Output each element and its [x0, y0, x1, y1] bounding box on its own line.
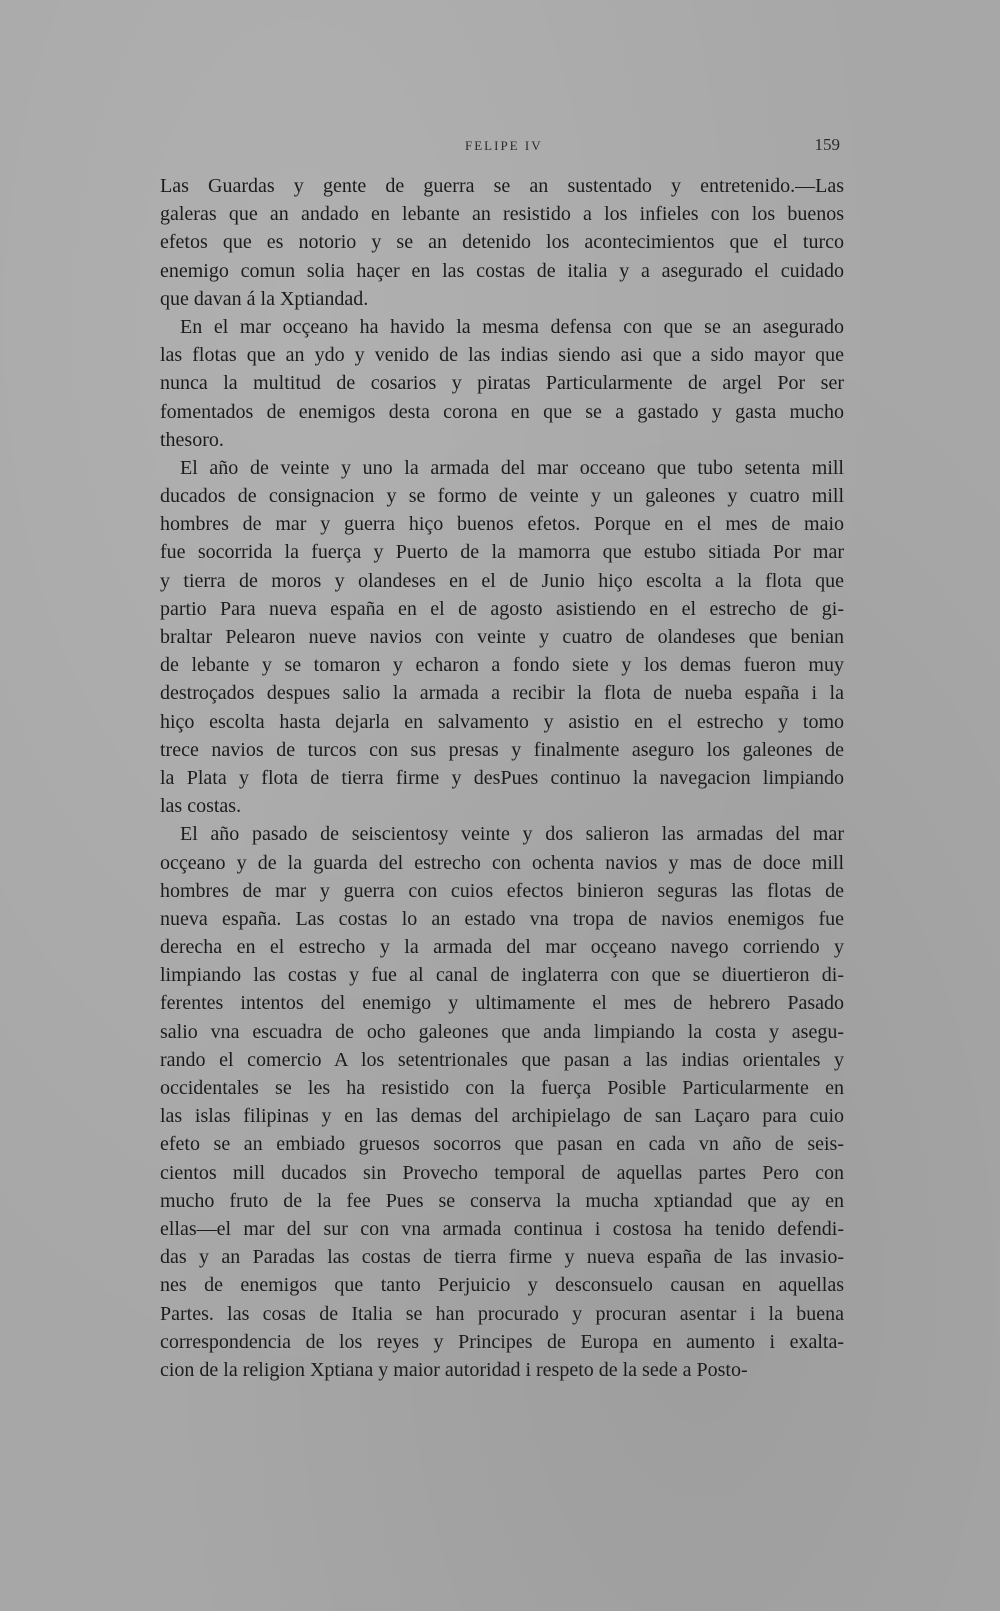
text-line: mucho fruto de la fee Pues se conserva la mucha xptiandad que ay en [160, 1189, 844, 1212]
text-line: El año pasado de seiscientosy veinte y dos salieron las armadas del mar [180, 823, 844, 846]
text-line: hombres de mar y guerra con cuios efectos binieron seguras las flotas de [160, 879, 844, 902]
text-line: las costas. [160, 795, 242, 818]
text-line: efeto se an embiado gruesos socorros que pasan en cada vn año de seis- [160, 1133, 844, 1156]
text-line: fue socorrida la fuerça y Puerto de la mamorra que estubo sitiada Por mar [160, 541, 844, 564]
text-line: las islas filipinas y en las demas del archipielago de san Laçaro para cuio [160, 1105, 844, 1128]
text-line: ellas—el mar del sur con vna armada continua i costosa ha tenido defendi- [160, 1217, 844, 1240]
text-line: que davan á la Xptiandad. [160, 287, 369, 310]
text-line: nes de enemigos que tanto Perjuicio y desconsuelo causan en aquellas [160, 1274, 844, 1297]
page-number: 159 [814, 135, 840, 154]
text-line: correspondencia de los reyes y Principes de Europa en aumento i exalta- [160, 1330, 844, 1353]
text-line: la Plata y flota de tierra firme y desPues continuo la navegacion limpiando [160, 766, 844, 789]
text-line: de lebante y se tomaron y echaron a fondo siete y los demas fueron muy [160, 654, 844, 677]
text-line: ducados de consignacion y se formo de veinte y un galeones y cuatro mill [160, 485, 844, 508]
text-line: limpiando las costas y fue al canal de inglaterra con que se diuertieron di- [160, 964, 844, 987]
body-text [160, 172, 844, 1384]
text-line: nueva españa. Las costas lo an estado vna tropa de navios enemigos fue [160, 907, 844, 930]
text-line: destroçados despues salio la armada a recibir la flota de nueba españa i la [160, 682, 844, 705]
text-line: enemigo comun solia haçer en las costas de italia y a asegurado el cuidado [160, 259, 844, 282]
text-line: hombres de mar y guerra hiço buenos efetos. Porque en el mes de maio [160, 513, 844, 536]
text-line: En el mar ocçeano ha havido la mesma defensa con que se an asegurado [180, 315, 844, 338]
page-header [160, 135, 840, 160]
text-line: ocçeano y de la guarda del estrecho con ochenta navios y mas de doce mill [160, 851, 844, 874]
text-line: hiço escolta hasta dejarla en salvamento y asistio en el estrecho y tomo [160, 710, 844, 733]
text-line: ferentes intentos del enemigo y ultimamente el mes de hebrero Pasado [160, 992, 844, 1015]
text-line: partio Para nueva españa en el de agosto asistiendo en el estrecho de gi- [160, 597, 844, 620]
text-line: braltar Pelearon nueve navios con veinte y cuatro de olandeses que benian [160, 626, 844, 648]
text-line: das y an Paradas las costas de tierra firme y nueva españa de las invasio- [160, 1246, 844, 1269]
text-line: occidentales se les ha resistido con la fuerça Posible Particularmente en [160, 1077, 844, 1099]
text-line: rando el comercio A los setentrionales que pasan a las indias orientales y [160, 1048, 844, 1071]
running-head: FELIPE IV [465, 138, 543, 153]
text-line: nunca la multitud de cosarios y piratas Particularmente de argel Por ser [160, 372, 844, 395]
text-line: cientos mill ducados sin Provecho temporal de aquellas partes Pero con [160, 1161, 844, 1184]
text-line: cion de la religion Xptiana y maior autoridad i respeto de la sede a Posto- [160, 1358, 748, 1381]
text-line: galeras que an andado en lebante an resistido a los infieles con los buenos [160, 203, 844, 226]
text-line: Partes. las cosas de Italia se han procurado y procuran asentar i la buena [160, 1302, 844, 1325]
text-line: trece navios de turcos con sus presas y finalmente aseguro los galeones de [160, 738, 844, 761]
text-line: Las Guardas y gente de guerra se an sustentado y entretenido.—Las [160, 175, 844, 197]
text-line: efetos que es notorio y se an detenido los acontecimientos que el turco [160, 231, 844, 254]
text-line: salio vna escuadra de ocho galeones que anda limpiando la costa y asegu- [160, 1020, 844, 1043]
text-line: y tierra de moros y olandeses en el de Junio hiço escolta a la flota que [160, 569, 844, 592]
text-line: thesoro. [160, 428, 224, 451]
text-line: fomentados de enemigos desta corona en que se a gastado y gasta mucho [160, 400, 844, 423]
text-line: las flotas que an ydo y venido de las indias siendo asi que a sido mayor que [160, 344, 844, 367]
text-line: derecha en el estrecho y la armada del mar ocçeano navego corriendo y [160, 936, 844, 959]
text-line: El año de veinte y uno la armada del mar occeano que tubo setenta mill [180, 456, 844, 479]
